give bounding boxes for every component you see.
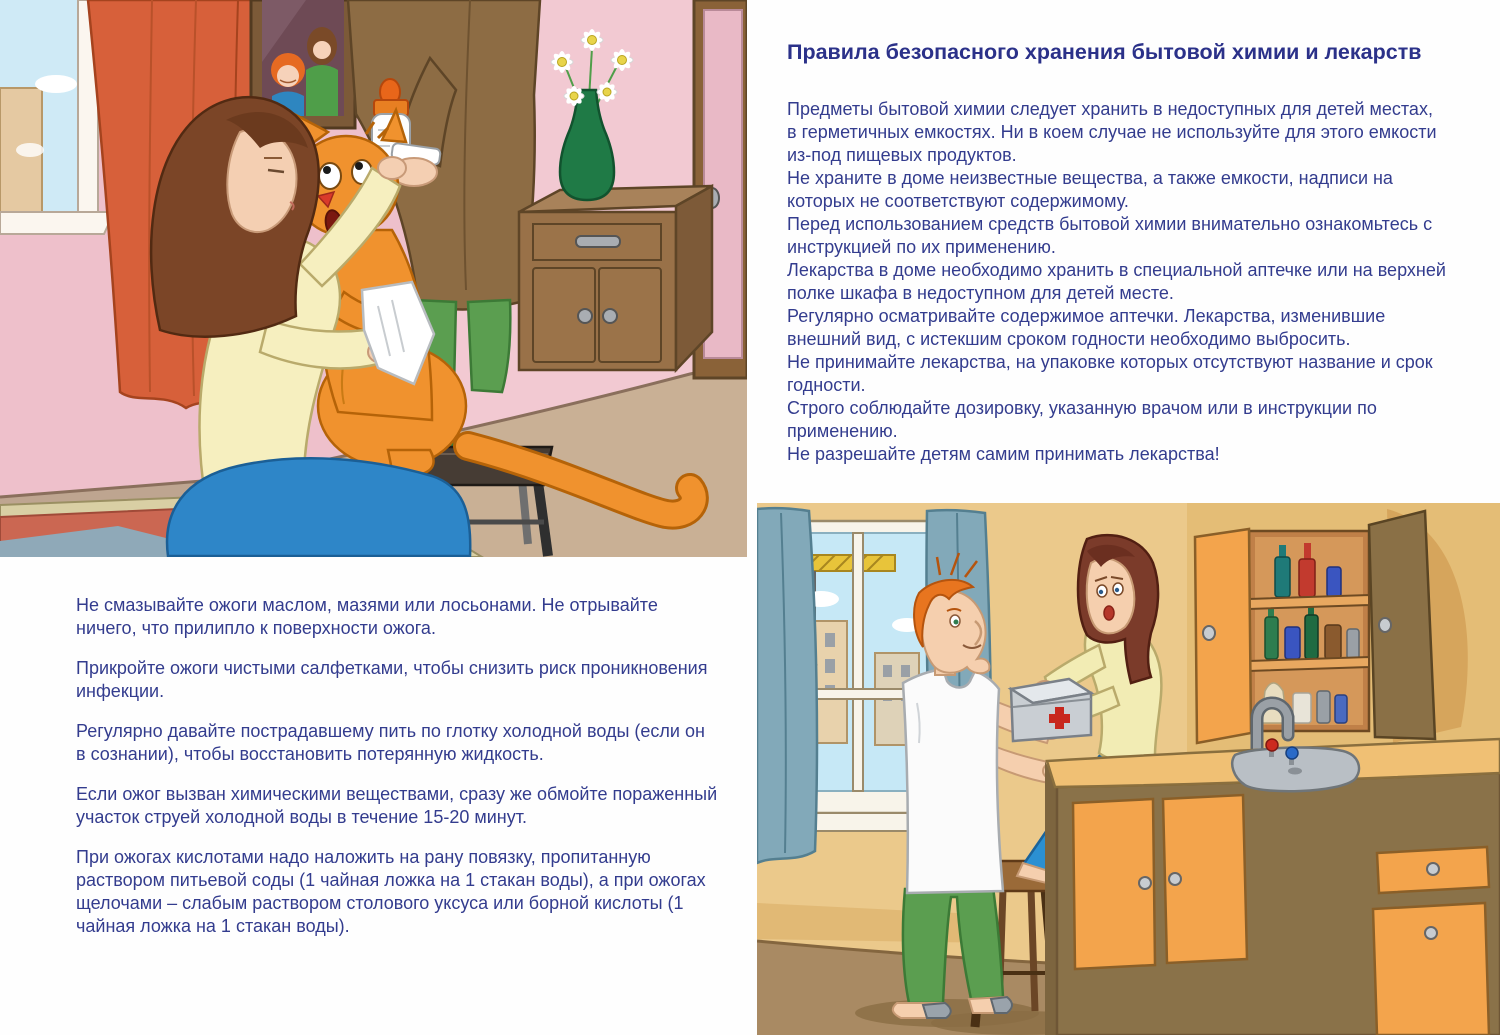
storage-rules-text xyxy=(787,98,1447,466)
storage-rules-section xyxy=(787,40,1447,466)
storage-rule: Предметы бытовой химии следует хранить в недоступных для детей местах, в герметичных емкостях. Ни в коем случае не используйте для этого емкости из-под пищевых продуктов. xyxy=(787,99,1437,165)
woman-mouth xyxy=(1104,606,1114,620)
burn-aid-paragraph: Регулярно давайте пострадавшему пить по глотку холодной воды (если он в сознании), чтобы восстановить потерянную жидкость. xyxy=(76,721,705,764)
man-tank-top xyxy=(903,669,1003,893)
storage-rule: Не храните в доме неизвестные вещества, а также емкости, надписи на которых не соответствуют содержимому. xyxy=(787,168,1393,211)
storage-rule: Строго соблюдайте дозировку, указанную врачом или в инструкции по применению. xyxy=(787,398,1377,441)
slipper xyxy=(923,1003,951,1018)
woman-jeans xyxy=(167,458,470,556)
burn-aid-paragraph: При ожогах кислотами надо наложить на рану повязку, пропитанную раствором питьевой соды (1 чайная ложка на 1 стакан воды), а при ожогах щелочами – слабым раствором столового уксуса или борной кислоты (1 чайная ложка на 1 стакан воды). xyxy=(76,847,706,936)
slipper xyxy=(991,997,1012,1013)
first-aid-kit xyxy=(1011,679,1091,741)
kitchen-illustration xyxy=(757,503,1500,1035)
storage-rule: Регулярно осматривайте содержимое аптечки. Лекарства, изменившие внешний вид, с истекшим сроком годности необходимо выбросить. xyxy=(787,306,1386,349)
storage-rule: Не принимайте лекарства, на упаковке которых отсутствуют название и срок годности. xyxy=(787,352,1433,395)
page-title: Правила безопасного хранения бытовой химии и лекарств xyxy=(787,40,1422,64)
storage-rule: Не разрешайте детям самим принимать лекарства! xyxy=(787,444,1220,464)
burn-aid-paragraph: Если ожог вызван химическими веществами, сразу же обмойте пораженный участок струей холодной воды в течение 15-20 минут. xyxy=(76,784,718,827)
storage-rule: Перед использованием средств бытовой химии внимательно ознакомьтесь с инструкцией по их применению. xyxy=(787,214,1433,257)
living-room-illustration xyxy=(0,0,747,557)
woman-face xyxy=(1087,559,1135,634)
sideboard-cabinet xyxy=(519,186,712,370)
burn-aid-text xyxy=(76,594,718,938)
lower-door xyxy=(1373,903,1489,1035)
burn-aid-paragraph: Прикройте ожоги чистыми салфетками, чтобы снизить риск проникновения инфекции. xyxy=(76,658,708,701)
burn-aid-section xyxy=(76,594,718,955)
storage-rule: Лекарства в доме необходимо хранить в специальной аптечке или на верхней полке шкафа в недоступном для детей месте. xyxy=(787,260,1446,303)
wall-cabinet xyxy=(1195,511,1435,743)
burn-aid-paragraph: Не смазывайте ожоги маслом, мазями или лосьонами. Не отрывайте ничего, что прилипло к поверхности ожога. xyxy=(76,595,658,638)
